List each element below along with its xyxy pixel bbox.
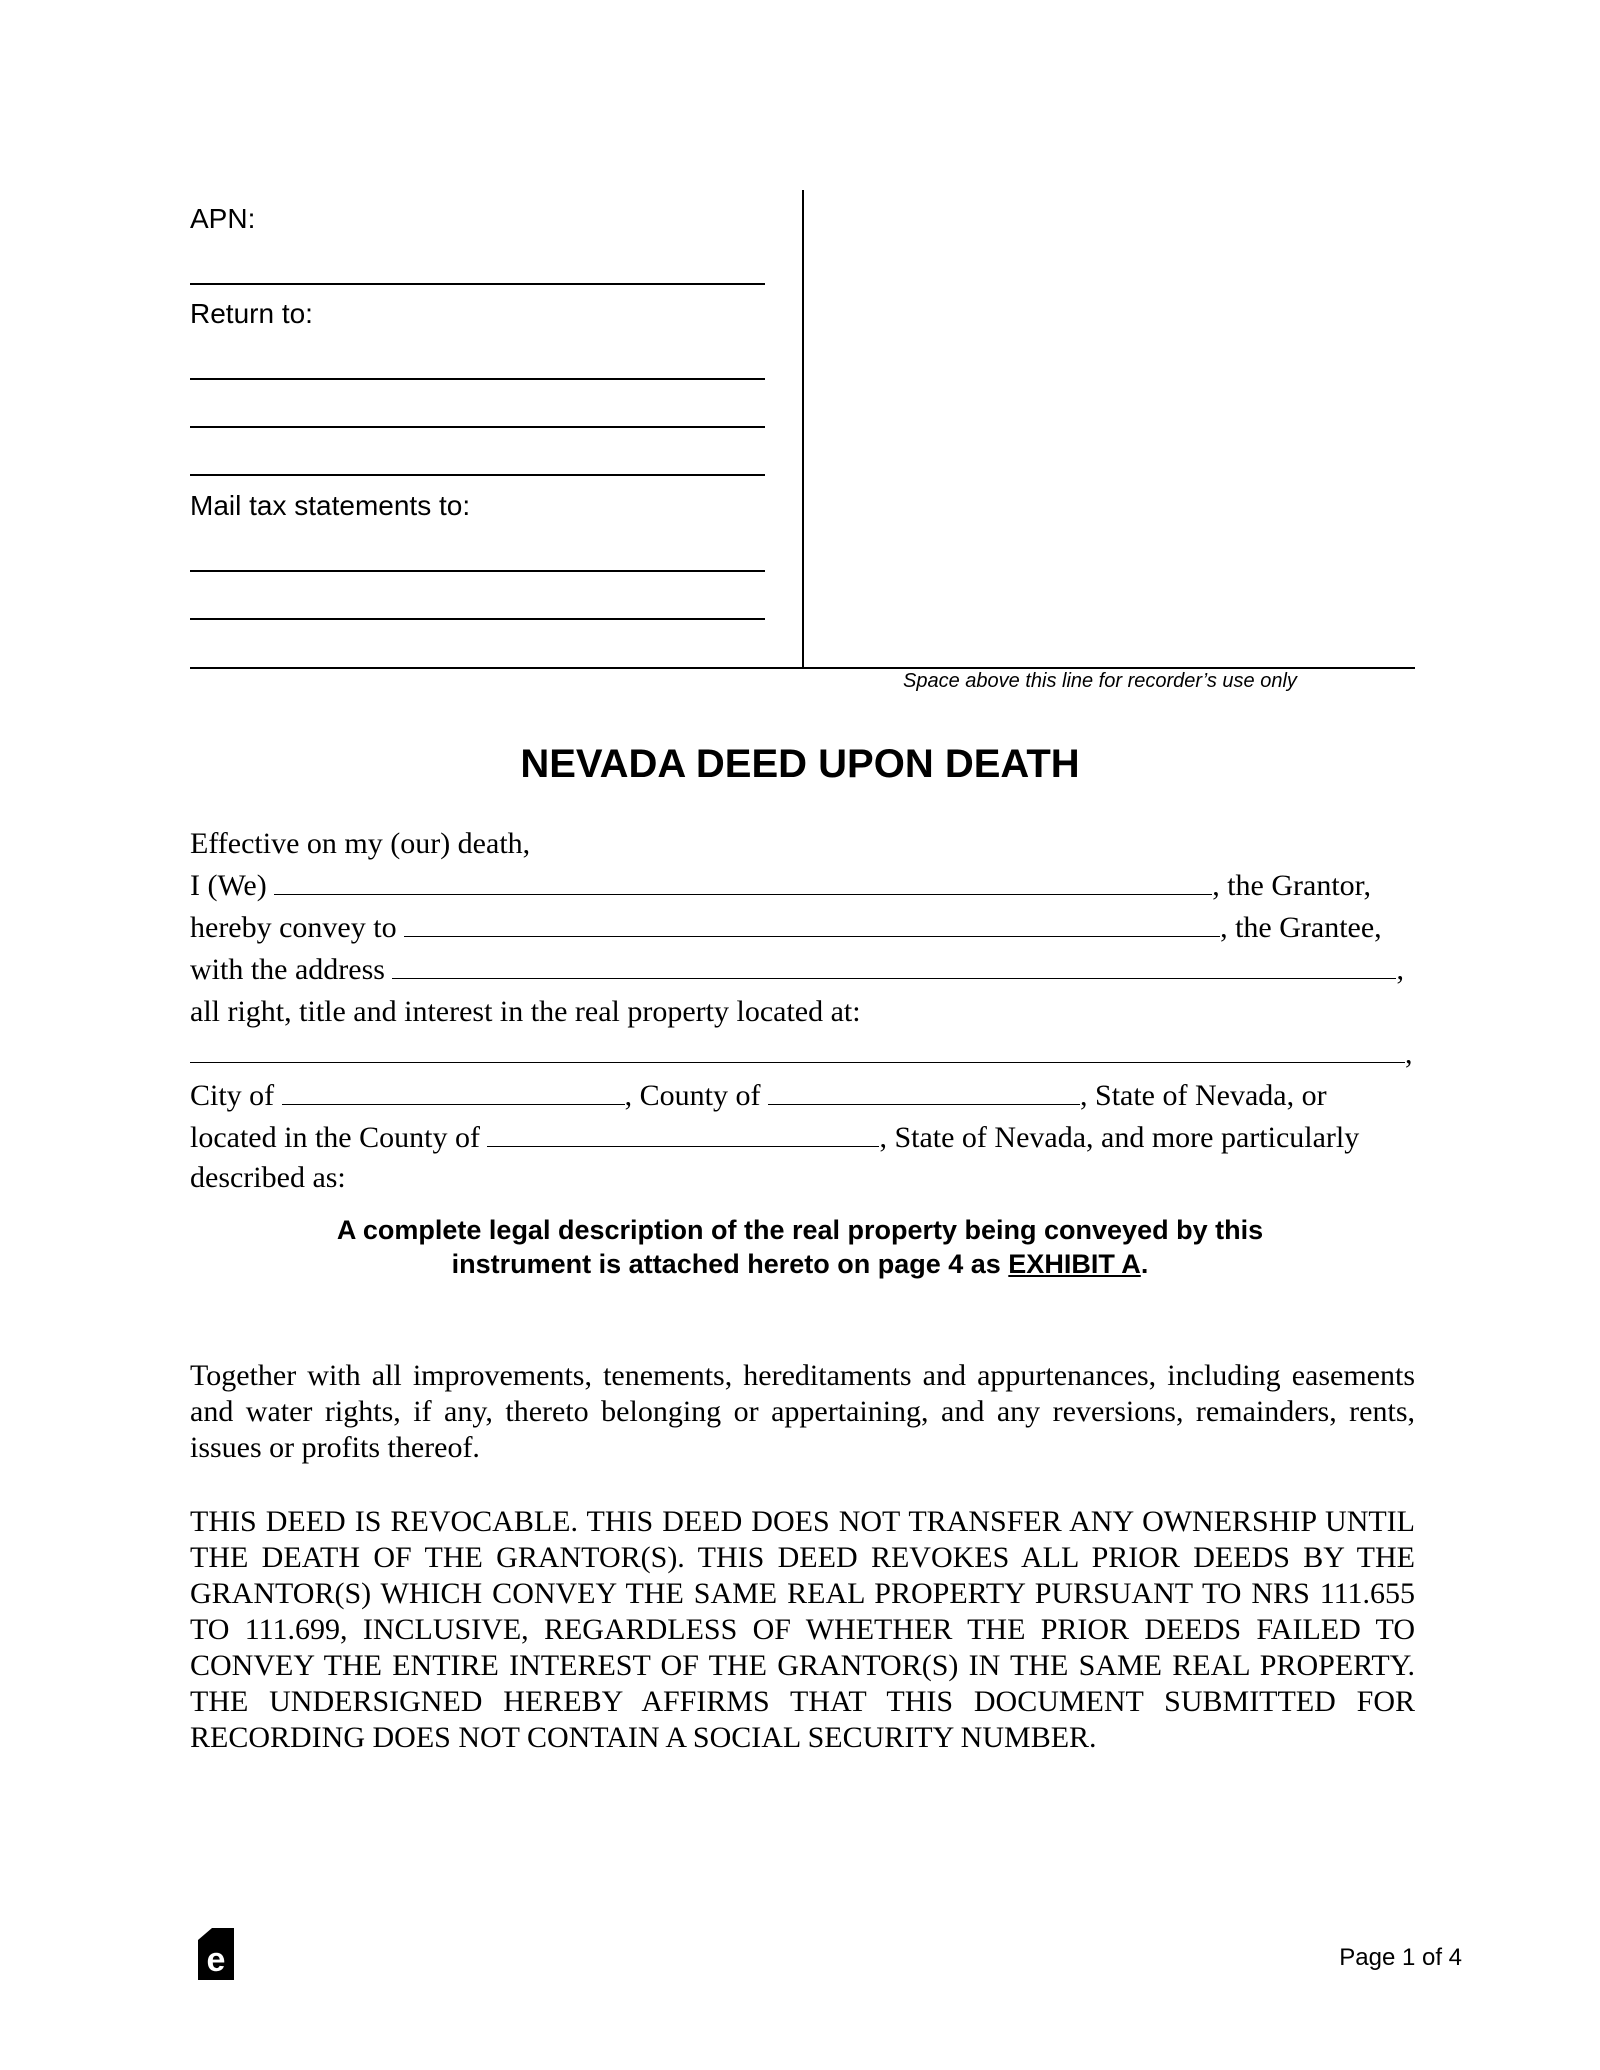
grantor-line [190,868,1371,904]
mail-tax-field-2[interactable] [190,618,765,620]
return-to-field-1[interactable] [190,378,765,380]
described-text: described as: [190,1161,346,1194]
return-to-label: Return to: [190,298,313,329]
recorder-vertical-rule [802,190,804,668]
address-field[interactable] [392,952,1396,979]
exhibit-suffix: . [1140,1249,1149,1279]
svg-text:e: e [206,1941,226,1979]
described-line [190,1160,346,1196]
grantor-suffix: , the Grantor, [1212,869,1371,902]
recorder-horizontal-rule [190,667,1415,669]
exhibit-a-reference: EXHIBIT A [1008,1249,1141,1279]
mail-tax-label: Mail tax statements to: [190,490,471,521]
grantor-field[interactable] [274,868,1212,895]
effective-line [190,826,530,862]
page-number: Page 1 of 4 [1339,1944,1462,1971]
state-suffix: , State of Nevada, or [1080,1079,1327,1112]
city-field[interactable] [282,1078,625,1105]
grantor-prefix: I (We) [190,869,267,902]
grantee-suffix: , the Grantee, [1220,911,1382,944]
county2-suffix: , State of Nevada, and more particularly [879,1121,1360,1154]
grantee-line [190,910,1382,946]
revocable-paragraph: THIS DEED IS REVOCABLE. THIS DEED DOES NOT TRANSFER ANY OWNERSHIP UNTIL THE DEATH OF THE GRANTOR(S). THIS DEED REVOKES ALL PRIOR DEEDS BY THE GRANTOR(S) WHICH CONVEY THE SAME REAL PROPERTY PURSUANT TO NRS 111.655 TO 111.699, INCLUSIVE, REGARDLESS OF WHETHER THE PRIOR DEEDS FAILED TO CONVEY THE ENTIRE INTEREST OF THE GRANTOR(S) IN THE SAME REAL PROPERTY. THE UNDERSIGNED HEREBY AFFIRMS THAT THIS DOCUMENT SUBMITTED FOR RECORDING DOES NOT CONTAIN A SOCIAL SECURITY NUMBER. [190,1505,1415,1754]
address-line [190,952,1404,988]
mail-tax-field-1[interactable] [190,570,765,572]
county2-field[interactable] [487,1120,879,1147]
city-county-line [190,1078,1327,1114]
county2-line [190,1120,1359,1156]
return-to-field-3[interactable] [190,474,765,476]
apn-label: APN: [190,203,256,234]
eforms-logo-icon [198,1928,234,1980]
document-title: NEVADA DEED UPON DEATH [520,742,1080,786]
city-prefix: City of [190,1079,275,1112]
address-prefix: with the address [190,953,385,986]
apn-field[interactable] [190,283,765,285]
grantee-prefix: hereby convey to [190,911,397,944]
grantee-field[interactable] [404,910,1220,937]
exhibit-prefix: instrument is attached hereto on page 4 as [451,1249,1009,1279]
effective-text: Effective on my (our) death, [190,827,531,860]
interest-line [190,994,861,1030]
interest-text: all right, title and interest in the real property located at: [190,995,861,1028]
county2-prefix: located in the County of [190,1121,480,1154]
location-field[interactable] [190,1036,1405,1063]
exhibit-note-line-2 [0,1247,1600,1281]
recorder-note: Space above this line for recorder’s use only [903,670,1297,692]
together-paragraph: Together with all improvements, tenements, hereditaments and appurtenances, including easements and water rights, if any, thereto belonging or appertaining, and any reversions, remainders, rents, issues or profits thereof. [190,1359,1415,1464]
county-mid: , County of [624,1079,761,1112]
address-suffix: , [1396,953,1404,986]
location-line [190,1036,1413,1072]
location-suffix: , [1405,1037,1413,1070]
county-field[interactable] [768,1078,1080,1105]
return-to-field-2[interactable] [190,426,765,428]
exhibit-note-line-1: A complete legal description of the real property being conveyed by this [336,1215,1264,1245]
